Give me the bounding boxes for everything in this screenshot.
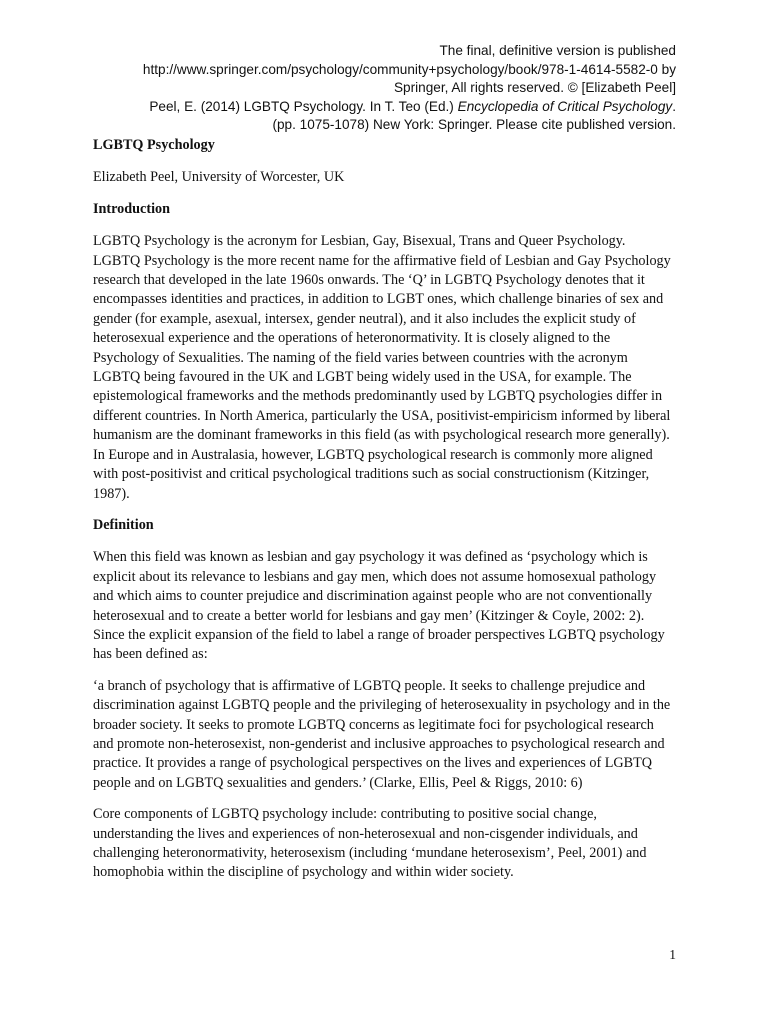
paragraph: When this field was known as lesbian and gay psychology it was defined as ‘psychology which is explicit about its relevance to lesbians and gay men, which does not assume homosexual pathology and which aims to counter prejudice and discrimination against people who are not conventionally heterosexual and to create a better world for lesbians and gay men’ (Kitzinger & Coyle, 2002: 2). Since the explicit expansion of the field to label a range of broader perspectives LGBTQ psychology has been defined as: <box>93 549 665 663</box>
section-heading-introduction: Introduction <box>93 200 170 217</box>
citation-book-title: Encyclopedia of Critical Psychology <box>457 98 673 114</box>
publication-note-line: Springer, All rights reserved. © [Elizabeth Peel] <box>393 80 676 96</box>
publication-note-line: The final, definitive version is published <box>439 43 676 58</box>
paragraph: LGBTQ Psychology is the acronym for Lesbian, Gay, Bisexual, Trans and Queer Psychology. LGBTQ Psychology is the more recent name for the affirmative field of Lesbian and Gay Psychology research that developed in the late 1960s onwards. The ‘Q’ in LGBTQ Psychology denotes that it encompasses identities and practices, in addition to LGBT ones, which challenge binaries of sex and gender (for example, asexual, intersex, gender neutral), and it also includes the explicit study of heterosexual experience and the operations of heteronormativity. It is closely aligned to the Psychology of Sexualities. The naming of the field varies between countries with the acronym LGBTQ being favoured in the UK and LGBT being widely used in the USA, for example. The epistemological frameworks and the methods predominantly used by LGBTQ psychologies differ in different countries. In North America, particularly the USA, positivist-empiricism informed by liberal humanism are the dominant frameworks in this field (as with psychological research more generally). In Europe and in Australasia, however, LGBTQ psychological research is commonly more aligned with post-positivist and critical psychological traditions such as social constructionism (Kitzinger, 1987). <box>93 233 671 502</box>
publication-note-url-line: http://www.springer.com/psychology/community+psychology/book/978-1-4614-5582-0 by <box>142 61 676 77</box>
citation-text: Peel, E. (2014) LGBTQ Psychology. In T. Teo (Ed.) <box>149 98 458 114</box>
citation-line: (pp. 1075-1078) New York: Springer. Please cite published version. <box>272 117 676 133</box>
publication-note <box>92 42 676 135</box>
citation-text: . <box>672 98 676 114</box>
document-title: LGBTQ Psychology <box>93 137 215 153</box>
citation-line <box>92 98 676 117</box>
quoted-definition: ‘a branch of psychology that is affirmative of LGBTQ people. It seeks to challenge prejudice and discrimination against LGBTQ people and the privileging of heterosexuality in psychology and in the broader society. It seeks to promote LGBTQ concerns as legitimate foci for psychological research and promote non-heterosexist, non-genderist and inclusive approaches to psychological research and practice. It provides a range of psychological perspectives on the lives and experiences of LGBTQ people and on LGBTQ sexualities and genders.’ (Clarke, Ellis, Peel & Riggs, 2010: 6) <box>93 677 671 791</box>
paragraph: Core components of LGBTQ psychology include: contributing to positive social change, understanding the lives and experiences of non-heterosexual and non-cisgender individuals, and challenging heteronormativity, heterosexism (including ‘mundane heterosexism’, Peel, 2001) and homophobia within the discipline of psychology and within wider society. <box>93 806 647 881</box>
document-body <box>93 136 676 895</box>
author-line: Elizabeth Peel, University of Worcester, UK <box>93 169 345 186</box>
page-number: 1 <box>669 947 676 962</box>
section-heading-definition: Definition <box>93 516 154 533</box>
